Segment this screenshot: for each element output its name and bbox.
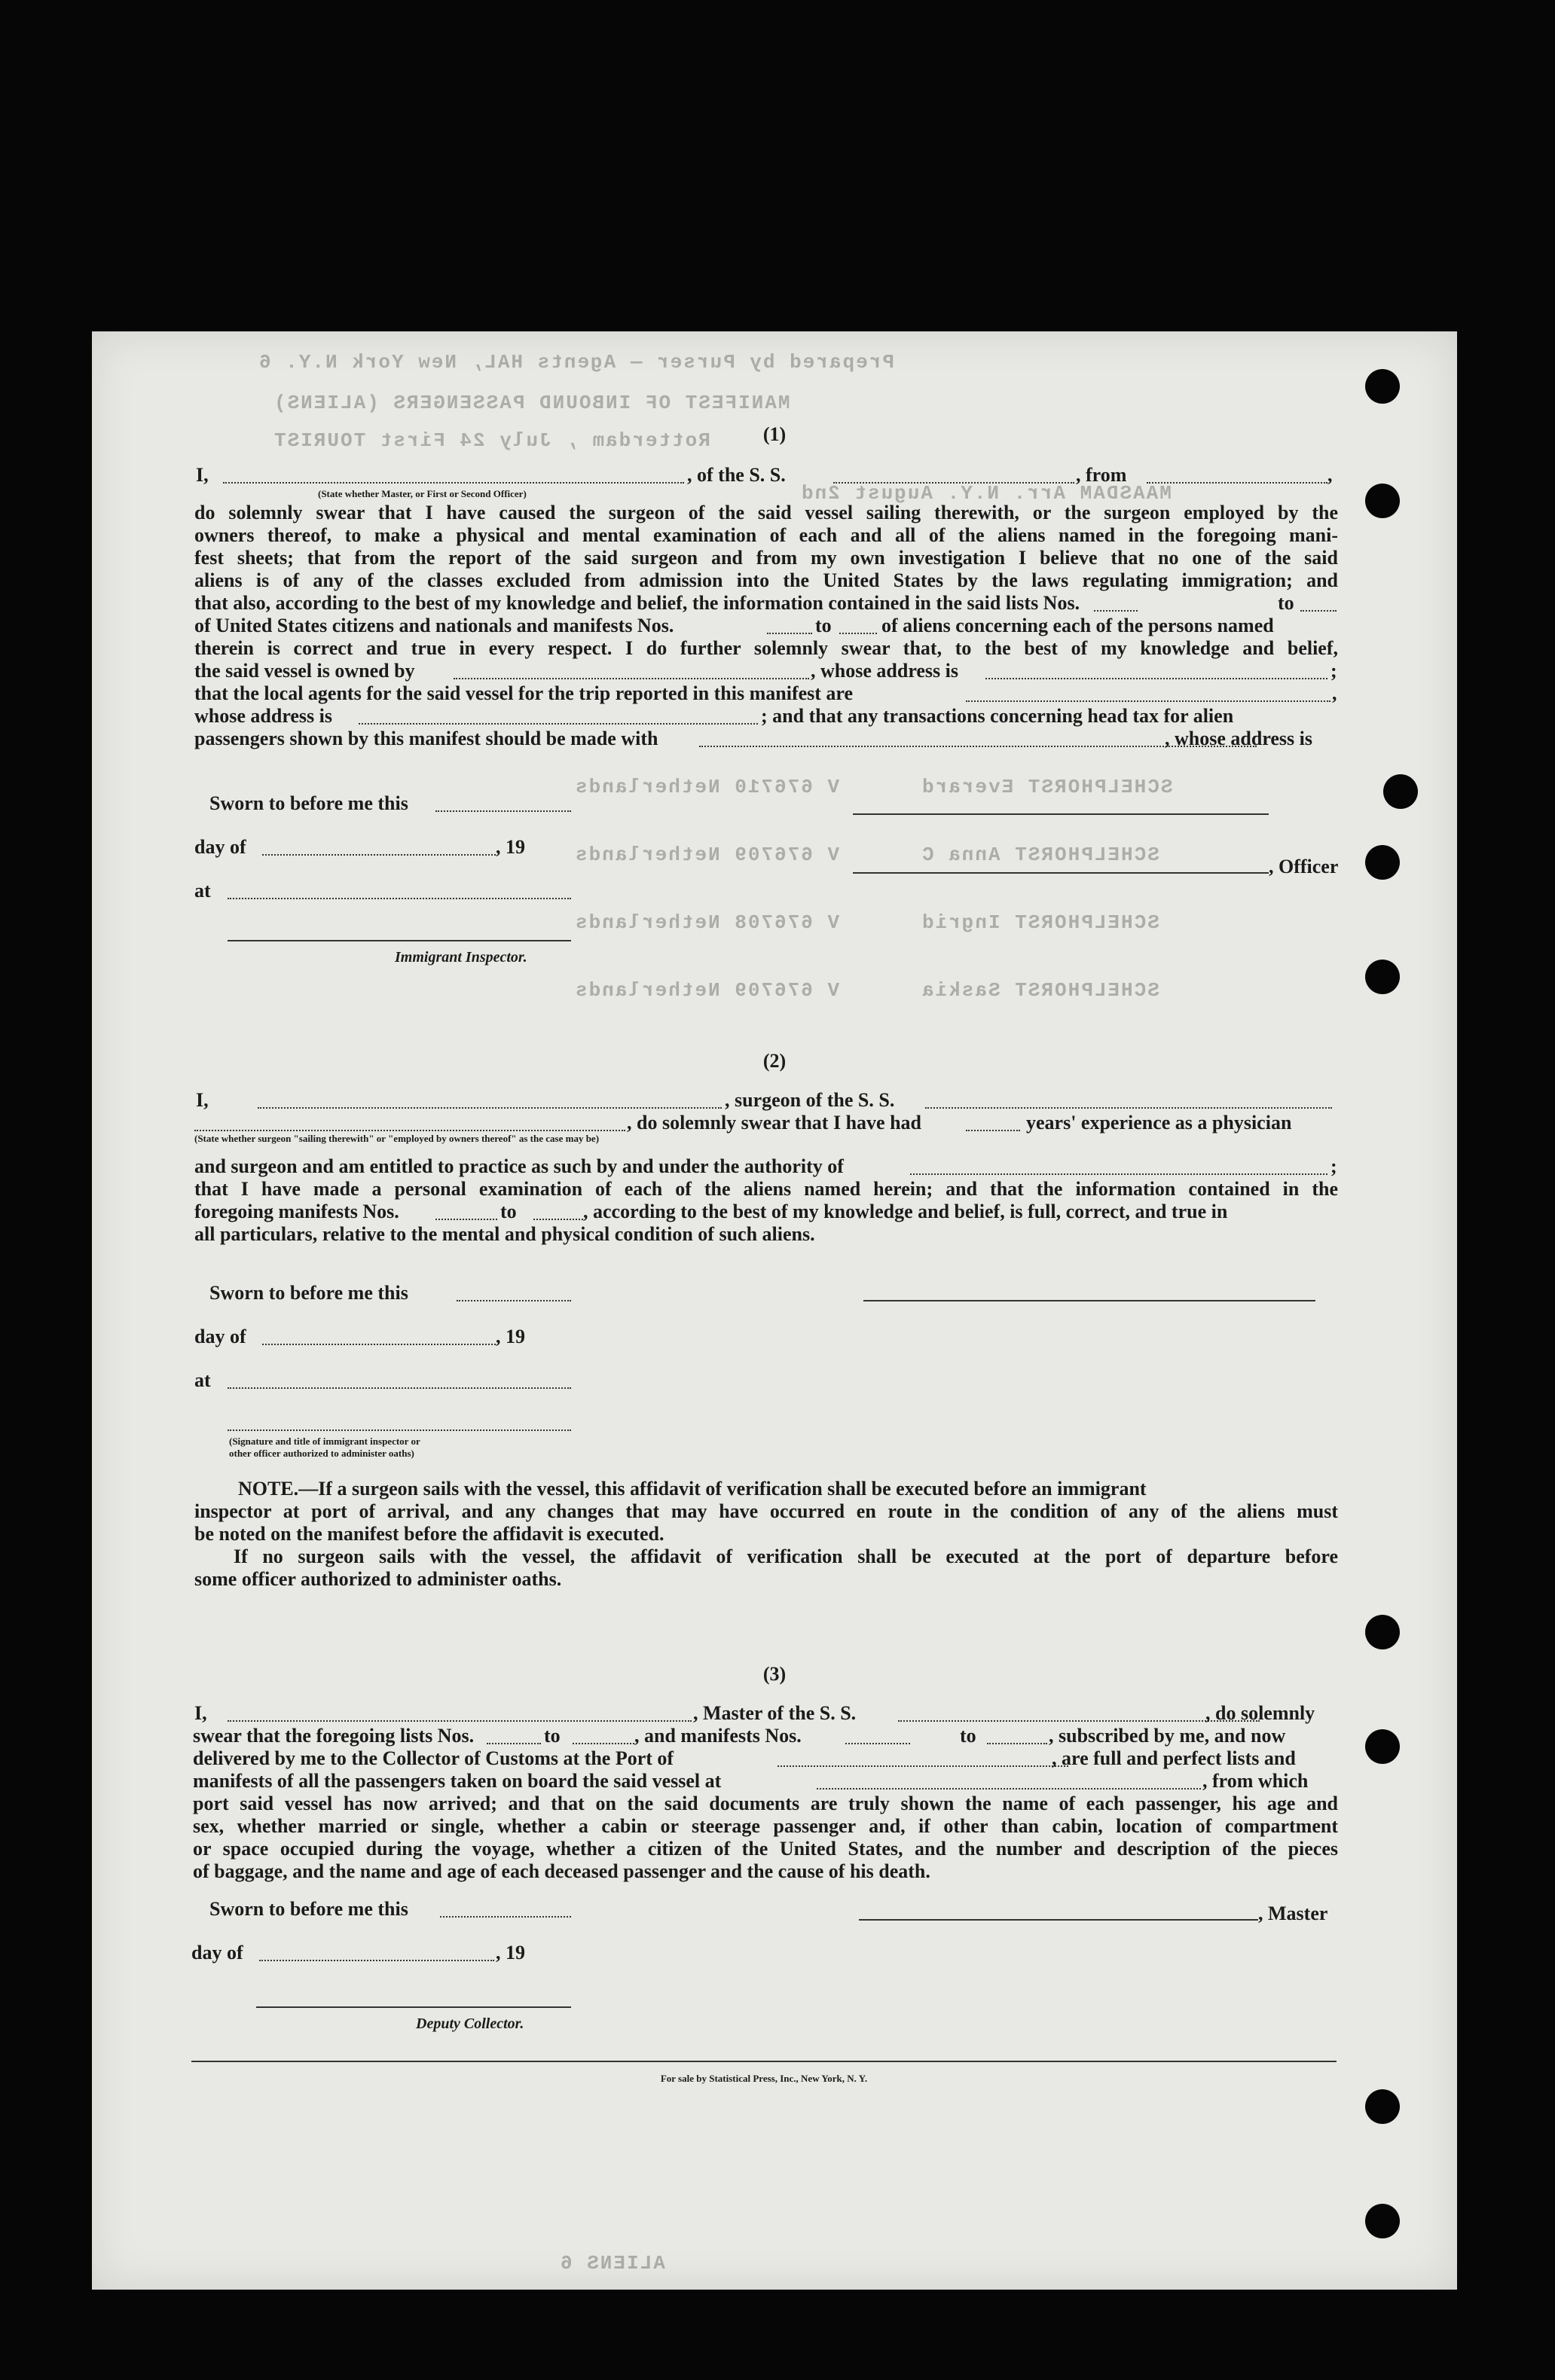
binder-hole-8: [1365, 2089, 1400, 2124]
s1-owner-address-field: [985, 678, 1327, 679]
s3-body-2: sex, whether married or single, whether a cabin or steerage passenger and, if other than cabin, location of compartment: [193, 1815, 1338, 1837]
ghost-footer: ALIENS 6: [559, 2252, 665, 2275]
ghost-ship-line: MAASDAM Arr. N.Y. August 2nd: [800, 482, 1172, 505]
s3-name-field: [228, 1720, 692, 1722]
s3-master: , Master: [1258, 1902, 1328, 1924]
s2-surgeon-type-field: [194, 1130, 625, 1131]
ghost-row-2-passport: V 676709 Netherlands: [574, 844, 840, 866]
s2-vessel-field: [925, 1107, 1332, 1109]
binder-hole-4: [1365, 845, 1400, 880]
s1-year: , 19: [496, 836, 525, 858]
s2-body-3: foregoing manifests Nos.: [194, 1201, 399, 1222]
s2-note-3: be noted on the manifest before the affidavit is executed.: [194, 1523, 664, 1545]
s3-day-field: [259, 1960, 494, 1961]
s2-swear: , do solemnly swear that I have had: [627, 1112, 922, 1134]
s2-according: , according to the best of my knowledge and belief, is full, correct, and true in: [583, 1201, 1228, 1222]
s1-officer: , Officer: [1269, 856, 1339, 877]
s1-lists-from: [1094, 610, 1138, 612]
s2-at: at: [194, 1369, 211, 1391]
s3-i: I,: [194, 1702, 207, 1724]
s2-body-1: and surgeon and am entitled to practice as such by and under the authority of: [194, 1155, 844, 1177]
binder-hole-2: [1365, 484, 1400, 518]
s1-head-tax: ; and that any transactions concerning head tax for alien: [761, 705, 1234, 727]
s1-officer-line: [853, 872, 1269, 874]
s1-body-10: whose address is: [194, 705, 333, 727]
s2-day-of: day of: [194, 1326, 246, 1347]
s1-manifest-from: [767, 633, 812, 634]
section-2-number: (2): [762, 1050, 787, 1072]
s3-manifests-to: [987, 1743, 1047, 1744]
section-1-number: (1): [762, 423, 787, 445]
s1-body-3: fest sheets; that from the report of the said surgeon and from my own investigation I believe that no one of the said: [194, 547, 1338, 569]
footer-publisher: For sale by Statistical Press, Inc., New York, N. Y.: [660, 2073, 868, 2084]
s1-from: , from: [1076, 464, 1127, 486]
s1-day-of: day of: [194, 836, 246, 858]
s1-sworn: Sworn to before me this: [209, 792, 408, 814]
s2-body-4: all particulars, relative to the mental and physical condition of such aliens.: [194, 1223, 815, 1245]
s1-officer-title-field: [223, 482, 684, 484]
s1-at-field: [228, 898, 571, 899]
s3-sworn-field: [440, 1916, 571, 1918]
binder-hole-5: [1365, 960, 1400, 994]
s2-note2-2: some officer authorized to administer oaths.: [194, 1568, 562, 1590]
ghost-header: Prepared by Purser — Agents HAL, New York N.Y. 6: [258, 351, 894, 374]
s2-sworn-field: [457, 1300, 571, 1301]
s1-body-11: passengers shown by this manifest should be made with: [194, 728, 658, 749]
s3-body-1: port said vessel has now arrived; and that on the said documents are truly shown the name of each passenger, his age and: [193, 1793, 1338, 1814]
s2-authority-field: [910, 1173, 1327, 1175]
binder-hole-6: [1365, 1615, 1400, 1649]
s1-body-6: of United States citizens and nationals and manifests Nos.: [194, 615, 674, 636]
s1-agents-field: [966, 700, 1330, 702]
s3-manifests-of: manifests of all the passengers taken on board the said vessel at: [193, 1770, 722, 1792]
s3-body-3: or space occupied during the voyage, whether a citizen of the United States, and the number and description of the pieces: [193, 1838, 1338, 1860]
s3-to-1: to: [544, 1725, 561, 1747]
s2-note-2: inspector at port of arrival, and any changes that may have occurred en route in the condition of any of the aliens must: [194, 1500, 1338, 1522]
s2-manifest-to: [533, 1219, 583, 1220]
s3-lists-from: [487, 1743, 541, 1744]
s1-port-field: [1147, 482, 1327, 484]
s2-semicolon: ;: [1330, 1155, 1337, 1177]
s1-comma-2: ,: [1332, 682, 1337, 704]
s1-whose-address-2: , whose address is: [1165, 728, 1313, 749]
s2-officer-signature-line: [228, 1430, 571, 1431]
s1-to-1: to: [1278, 592, 1294, 614]
s2-manifest-from: [435, 1219, 497, 1220]
s3-port-field: [778, 1765, 1068, 1767]
s3-lists-to: [573, 1743, 634, 1744]
s1-day-field: [262, 854, 496, 856]
s1-agents-address-field: [359, 723, 758, 725]
s1-body-1: do solemnly swear that I have caused the surgeon of the said vessel sailing therewith, or the surgeon employed by the: [194, 502, 1338, 523]
s1-to-2: to: [815, 615, 832, 636]
ghost-row-2: SCHELPHORST Anna C: [921, 844, 1159, 866]
s1-officer-signature-line: [853, 813, 1269, 815]
s1-inspector-line: [228, 940, 571, 941]
binder-hole-9: [1365, 2204, 1400, 2238]
s3-manifests-from: [845, 1743, 910, 1744]
s3-full-perfect: , are full and perfect lists and: [1052, 1747, 1296, 1769]
s3-manifests: , and manifests Nos.: [634, 1725, 802, 1747]
s3-delivered: delivered by me to the Collector of Customs at the Port of: [193, 1747, 674, 1769]
s2-name-field: [258, 1107, 722, 1109]
s3-solemnly: , do solemnly: [1205, 1702, 1315, 1724]
s3-from-which: , from which: [1202, 1770, 1309, 1792]
s2-years: years' experience as a physician: [1026, 1112, 1292, 1134]
s1-inspector-caption: Immigrant Inspector.: [395, 949, 527, 966]
s2-years-field: [966, 1130, 1020, 1131]
s2-at-field: [228, 1387, 571, 1389]
ghost-row-4: SCHELPHORST Saskia: [921, 979, 1159, 1002]
ghost-row-1: SCHELPHORST Everard: [921, 776, 1173, 798]
s3-collector-line: [256, 2006, 571, 2008]
manifest-page: [92, 331, 1457, 2290]
s1-at: at: [194, 880, 211, 902]
s1-owner-field: [454, 678, 809, 679]
s1-body-8: the said vessel is owned by: [194, 660, 415, 682]
s2-surgeon-caption: (State whether surgeon "sailing therewith" or "employed by owners thereof" as the case may be): [194, 1133, 600, 1144]
s1-of-ss: , of the S. S.: [687, 464, 786, 486]
s3-year: , 19: [496, 1942, 525, 1964]
s1-body-2: owners thereof, to make a physical and mental examination of each and all of the aliens named in the foregoing mani-: [194, 524, 1338, 546]
s3-collector-caption: Deputy Collector.: [416, 2015, 524, 2032]
s3-master-of: , Master of the S. S.: [693, 1702, 857, 1724]
section-3-number: (3): [762, 1663, 787, 1685]
s1-officer-caption: (State whether Master, or First or Second Officer): [318, 488, 527, 499]
s1-whose-address: , whose address is: [811, 660, 959, 682]
s2-surgeon-of: , surgeon of the S. S.: [725, 1089, 895, 1111]
s1-semicolon-1: ;: [1330, 660, 1337, 682]
s3-subscribed: , subscribed by me, and now: [1049, 1725, 1286, 1747]
s2-i: I,: [196, 1089, 209, 1111]
s1-i: I,: [196, 464, 209, 486]
s1-body-4: aliens is of any of the classes excluded from admission into the United States by the laws regulating immigration; and: [194, 569, 1338, 591]
s2-note2-1: If no surgeon sails with the vessel, the affidavit of verification shall be executed at the port of departure before: [234, 1545, 1338, 1567]
s1-sworn-field: [435, 810, 571, 812]
s2-note-1: NOTE.—If a surgeon sails with the vessel, this affidavit of verification shall be executed before an immigrant: [238, 1478, 1147, 1500]
s3-to-2: to: [960, 1725, 976, 1747]
s2-to: to: [500, 1201, 517, 1222]
s3-sworn: Sworn to before me this: [209, 1898, 408, 1920]
s2-body-2: that I have made a personal examination of each of the aliens named herein; and that the information contained in the: [194, 1178, 1338, 1200]
footer-rule: [191, 2061, 1337, 2062]
s1-lists-to: [1300, 610, 1337, 612]
s3-master-signature-line: [859, 1919, 1258, 1921]
s2-sig-caption-2: other officer authorized to administer oaths): [229, 1448, 414, 1459]
ghost-row-4-passport: V 676709 Netherlands: [574, 979, 840, 1002]
s2-surgeon-signature-line: [863, 1300, 1315, 1301]
s1-comma: ,: [1327, 464, 1333, 486]
ghost-header-2: MANIFEST OF INBOUND PASSENGERS (ALIENS): [273, 392, 790, 414]
s1-body-9: that the local agents for the said vessel for the trip reported in this manifest are: [194, 682, 854, 704]
s1-manifest-to: [839, 633, 877, 634]
s2-day-field: [262, 1344, 496, 1345]
s1-body-5: that also, according to the best of my knowledge and belief, the information contained in the said lists Nos.: [194, 592, 1080, 614]
binder-hole-3: [1383, 774, 1418, 809]
s3-day-of: day of: [191, 1942, 243, 1964]
s3-lists: swear that the foregoing lists Nos.: [193, 1725, 475, 1747]
ghost-port-line: Rotterdam , July 24 First TOURIST: [273, 429, 710, 452]
ghost-row-3: SCHELPHORST Ingrid: [921, 911, 1159, 934]
s1-vessel-field: [833, 482, 1074, 484]
s3-embark-port-field: [817, 1788, 1201, 1790]
s2-year: , 19: [496, 1326, 525, 1347]
s1-of-aliens: of aliens concerning each of the persons named: [881, 615, 1274, 636]
binder-hole-7: [1365, 1729, 1400, 1764]
ghost-row-3-passport: V 676708 Netherlands: [574, 911, 840, 934]
s3-body-4: of baggage, and the name and age of each deceased passenger and the cause of his death.: [193, 1860, 930, 1882]
s1-body-7: therein is correct and true in every respect. I do further solemnly swear that, to the best of my knowledge and belief,: [194, 637, 1338, 659]
s2-sig-caption-1: (Signature and title of immigrant inspector or: [229, 1436, 420, 1447]
s2-sworn: Sworn to before me this: [209, 1282, 408, 1304]
ghost-row-1-passport: V 676710 Netherlands: [574, 776, 840, 798]
binder-hole-1: [1365, 369, 1400, 404]
